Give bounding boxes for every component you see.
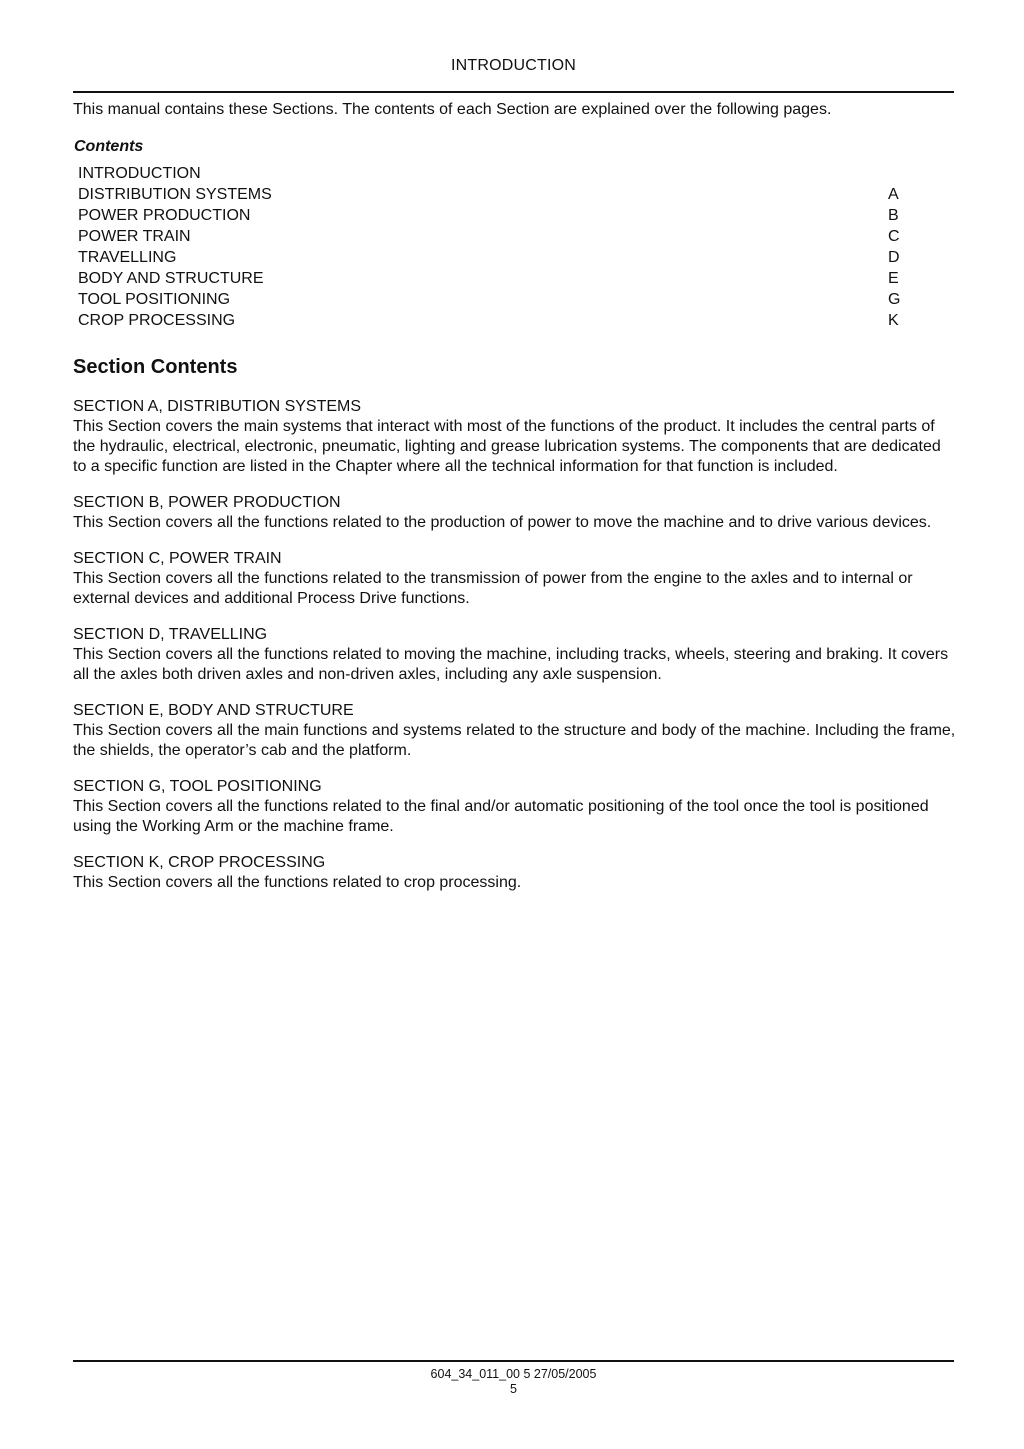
footer-page-number: 5	[510, 1382, 517, 1396]
section-entry	[73, 853, 957, 893]
footer-document-reference: 604_34_011_00 5 27/05/2005	[430, 1367, 597, 1381]
toc-label: TRAVELLING	[78, 249, 177, 266]
toc-label: DISTRIBUTION SYSTEMS	[78, 186, 272, 203]
toc-label: TOOL POSITIONING	[78, 291, 231, 308]
toc-label: POWER PRODUCTION	[78, 207, 251, 224]
toc-label: POWER TRAIN	[78, 228, 191, 245]
toc-row	[78, 226, 908, 247]
toc-label: BODY AND STRUCTURE	[78, 270, 264, 287]
section-entry-title: SECTION E, BODY AND STRUCTURE	[73, 702, 354, 719]
section-entry	[73, 701, 957, 761]
section-entry-title: SECTION D, TRAVELLING	[73, 626, 268, 643]
toc-row	[78, 205, 908, 226]
section-contents-list	[73, 397, 957, 909]
section-contents-title: Section Contents	[73, 356, 238, 378]
header-divider	[73, 91, 954, 93]
section-entry-description: This Section covers all the functions related to the production of power to move the machine and to drive various devices.	[73, 514, 932, 531]
toc-row	[78, 163, 908, 184]
section-entry-description: This Section covers all the functions related to the final and/or automatic positioning of the tool once the tool is positioned using the Working Arm or the machine frame.	[73, 798, 929, 835]
section-entry-title: SECTION G, TOOL POSITIONING	[73, 778, 322, 795]
section-entry	[73, 625, 957, 685]
section-entry-title: SECTION A, DISTRIBUTION SYSTEMS	[73, 398, 362, 415]
toc-code: G	[888, 291, 901, 308]
contents-heading: Contents	[74, 138, 144, 155]
table-of-contents	[78, 163, 908, 331]
toc-code: B	[888, 207, 899, 224]
toc-code	[888, 163, 908, 184]
toc-code: A	[888, 186, 899, 203]
toc-code: K	[888, 312, 899, 329]
toc-row	[78, 268, 908, 289]
intro-text: This manual contains these Sections. The contents of each Section are explained over the following pages.	[73, 101, 832, 118]
toc-row	[78, 310, 908, 331]
section-entry-description: This Section covers all the main functions and systems related to the structure and body of the machine. Including the frame, the shields, the operator’s cab and the platform.	[73, 722, 956, 759]
section-entry	[73, 777, 957, 837]
toc-code: C	[888, 228, 900, 245]
section-entry	[73, 549, 957, 609]
section-entry-title: SECTION C, POWER TRAIN	[73, 550, 282, 567]
page-header-title: INTRODUCTION	[450, 57, 577, 74]
section-entry-description: This Section covers all the functions related to moving the machine, including tracks, wheels, steering and braking. It covers all the axles both driven axles and non-driven axles, including any axle suspension.	[73, 646, 949, 683]
toc-row	[78, 184, 908, 205]
section-entry	[73, 493, 957, 533]
section-entry-description: This Section covers the main systems that interact with most of the functions of the product. It includes the central parts of the hydraulic, electrical, electronic, pneumatic, lighting and grease lubrication systems. The components that are dedicated to a specific function are listed in the Chapter where all the technical information for that function is included.	[73, 418, 941, 475]
toc-label: CROP PROCESSING	[78, 312, 236, 329]
section-entry-title: SECTION B, POWER PRODUCTION	[73, 494, 341, 511]
section-entry	[73, 397, 957, 477]
section-entry-description: This Section covers all the functions related to the transmission of power from the engine to the axles and to internal or external devices and additional Process Drive functions.	[73, 570, 913, 607]
footer-divider	[73, 1360, 954, 1362]
toc-row	[78, 289, 908, 310]
toc-code: D	[888, 249, 900, 266]
toc-row	[78, 247, 908, 268]
toc-label: INTRODUCTION	[78, 165, 201, 182]
section-entry-title: SECTION K, CROP PROCESSING	[73, 854, 326, 871]
toc-code: E	[888, 270, 899, 287]
section-entry-description: This Section covers all the functions related to crop processing.	[73, 874, 522, 891]
